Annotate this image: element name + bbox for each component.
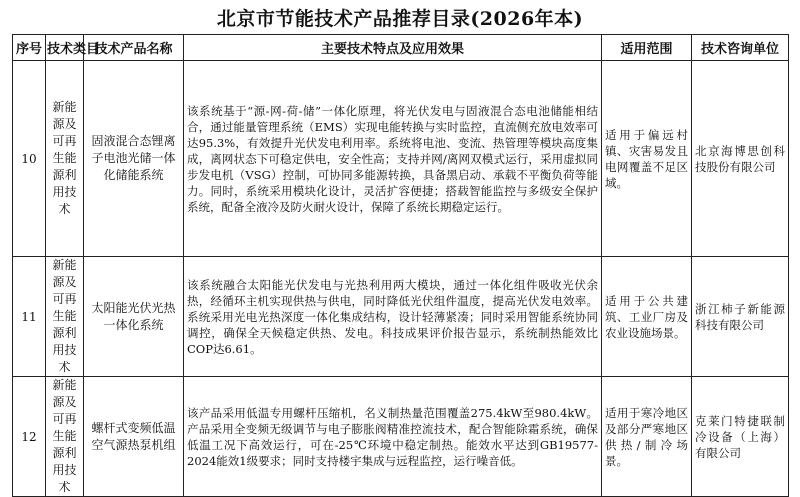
row-scope: 适用于寒冷地区及部分严寒地区供热/制冷场景。 [602, 377, 692, 497]
page-title: 北京市节能技术产品推荐目录(2026年本) [216, 8, 584, 30]
header-features: 主要技术特点及应用效果 [184, 35, 602, 61]
row-scope: 适用于偏远村镇、灾害易发且电网覆盖不足区域。 [602, 61, 692, 257]
row-consult-unit: 北京海博思创科技股份有限公司 [692, 61, 789, 257]
row-features: 该系统融合太阳能光伏发电与光热利用两大模块，通过一体化组件吸收光伏余热，经循环主机实现供热与供电，同时降低光伏组件温度，提高光伏发电效率。系统采用光电光热深度一体化集成结构，设计轻薄紧凑；同时采用智能系统协同调控，确保全天候稳定供热、发电。科技成果评价报告显示，系统制热能效比COP达6.61。 [184, 257, 602, 377]
row-product-name: 螺杆式变频低温空气源热泵机组 [84, 377, 184, 497]
header-scope: 适用范围 [602, 35, 692, 61]
row-consult-unit: 克莱门特捷联制冷设备（上海）有限公司 [692, 377, 789, 497]
row-category: 新能源及可再生能源利用技术 [46, 377, 84, 497]
header-no: 序号 [13, 35, 46, 61]
table-row [13, 377, 789, 497]
row-consult-unit: 浙江柿子新能源科技有限公司 [692, 257, 789, 377]
row-number: 12 [13, 377, 46, 497]
table-row [13, 61, 789, 257]
table-row [13, 257, 789, 377]
row-number: 11 [13, 257, 46, 377]
row-number: 10 [13, 61, 46, 257]
row-scope: 适用于公共建筑、工业厂房及农业设施场景。 [602, 257, 692, 377]
row-features: 该系统基于“源-网-荷-储”一体化原理，将光伏发电与固液混合态电池储能相结合，通过能量管理系统（EMS）实现电能转换与实时监控，直流侧充放电效率可达95.3%，有效提升光伏发电利用率。系统将电池、变流、热管理等模块高度集成，离网状态下可稳定供电，安全性高；支持并网/离网双模式运行，采用虚拟同步发电机（VSG）控制，可协同多能源转换，具备黑启动、承载不平衡负荷等能力。同时，系统采用模块化设计，灵活扩容便捷；搭载智能监控与多级安全保护系统，配备全液冷及防火耐火设计，保障了系统长期稳定运行。 [184, 61, 602, 257]
header-name: 技术产品名称 [84, 35, 184, 61]
row-category: 新能源及可再生能源利用技术 [46, 61, 84, 257]
header-row [13, 35, 789, 61]
row-features: 该产品采用低温专用螺杆压缩机，名义制热量范围覆盖275.4kW至980.4kW。产品采用全变频无级调节与电子膨胀阀精准控流技术，配合智能除霜系统，确保低温工况下高效运行，可在-25℃环境中稳定制热。能效水平达到GB19577-2024能效1级要求；同时支持楼宇集成与远程监控，运行噪音低。 [184, 377, 602, 497]
row-category: 新能源及可再生能源利用技术 [46, 257, 84, 377]
header-category: 技术类目 [46, 35, 84, 61]
row-product-name: 太阳能光伏光热一体化系统 [84, 257, 184, 377]
row-product-name: 固液混合态锂离子电池光储一体化储能系统 [84, 61, 184, 257]
catalog-table [12, 34, 789, 497]
header-unit: 技术咨询单位 [692, 35, 789, 61]
